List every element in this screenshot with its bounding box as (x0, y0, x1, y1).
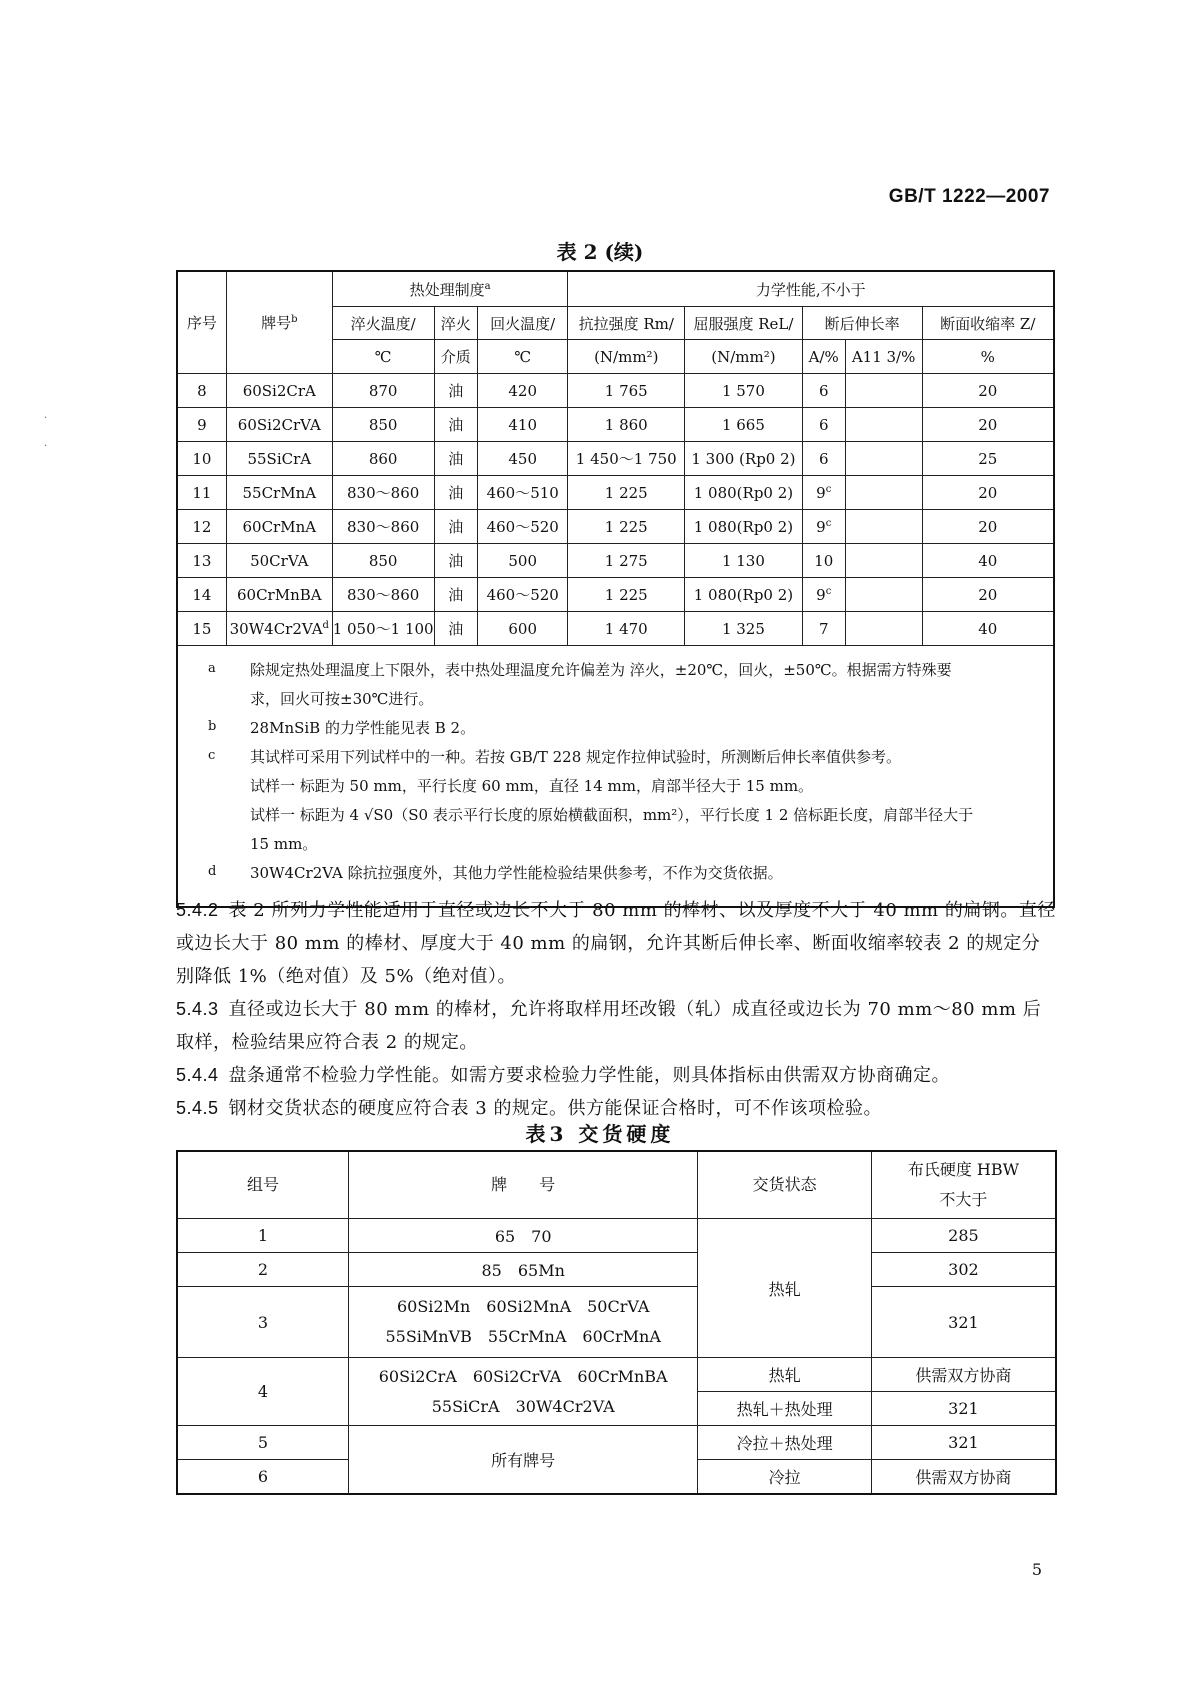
cell-elong-a: 10 (802, 544, 845, 578)
cell-state: 冷拉 (698, 1460, 872, 1495)
table-row (177, 374, 1054, 408)
header-state: 交货状态 (698, 1151, 872, 1219)
cell-reduction: 20 (922, 578, 1054, 612)
header-hbw: 布氏硬度 HBW 不大于 (871, 1151, 1056, 1219)
cell-tensile: 1 765 (568, 374, 685, 408)
cell-yield: 1 325 (685, 612, 803, 646)
cell-reduction: 20 (922, 408, 1054, 442)
cell-tensile: 1 225 (568, 578, 685, 612)
cell-seq: 13 (177, 544, 226, 578)
header-elong-a: A/% (802, 340, 845, 374)
header-temper-temp: 回火温度/ (478, 307, 568, 340)
cell-elong-a113 (845, 510, 922, 544)
cell-temper: 460～520 (478, 510, 568, 544)
cell-tensile: 1 470 (568, 612, 685, 646)
cell-group: 6 (177, 1460, 349, 1495)
cell-elong-a113 (845, 612, 922, 646)
cell-quench: 830～860 (332, 476, 434, 510)
header-quench-medium: 淬火 (434, 307, 477, 340)
cell-elong-a113 (845, 442, 922, 476)
table-row (177, 1426, 1056, 1460)
cell-hbw: 321 (871, 1392, 1056, 1426)
footnote: b 28MnSiB 的力学性能见表 B 2。 (208, 719, 476, 737)
header-tensile: 抗拉强度 Rm/ (568, 307, 685, 340)
page-number: 5 (1031, 1560, 1042, 1579)
footnote: a 除规定热处理温度上下限外，表中热处理温度允许偏差为 淬火，±20℃，回火，±50℃。根据需方特殊要 求，回火可按±30℃进行。 (208, 661, 952, 708)
table3-caption: 表3 交货硬度 (525, 1122, 675, 1146)
cell-state: 热轧 (698, 1358, 872, 1392)
cell-temper: 420 (478, 374, 568, 408)
cell-elong-a113 (845, 408, 922, 442)
cell-temper: 600 (478, 612, 568, 646)
cell-grade: 所有牌号 (349, 1426, 698, 1495)
table-row (177, 476, 1054, 510)
header-elongation: 断后伸长率 (802, 307, 922, 340)
footnote: d 30W4Cr2VA 除抗拉强度外，其他力学性能检验结果供参考，不作为交货依据。 (208, 864, 783, 882)
cell-yield: 1 080(Rp0 2) (685, 510, 803, 544)
clause-5-4-3: 5.4.3 直径或边长大于 80 mm 的棒材，允许将取样用坯改锻（轧）成直径或边长为 70 mm～80 mm 后取样，检验结果应符合表 2 的规定。 (176, 999, 1042, 1053)
cell-medium: 油 (434, 578, 477, 612)
cell-grade: 55CrMnA (226, 476, 332, 510)
cell-medium: 油 (434, 442, 477, 476)
cell-yield: 1 665 (685, 408, 803, 442)
header-grade: 牌号$^b$ (226, 271, 332, 374)
cell-group: 5 (177, 1426, 349, 1460)
cell-yield: 1 570 (685, 374, 803, 408)
cell-grade: 65 70 (349, 1219, 698, 1253)
table-row (177, 612, 1054, 646)
cell-medium: 油 (434, 476, 477, 510)
clause-5-4-5: 5.4.5 钢材交货状态的硬度应符合表 3 的规定。供方能保证合格时，可不作该项检验。 (176, 1098, 882, 1119)
cell-group: 4 (177, 1358, 349, 1426)
cell-hbw: 供需双方协商 (871, 1460, 1056, 1495)
cell-grade: 60CrMnA (226, 510, 332, 544)
cell-group: 3 (177, 1287, 349, 1358)
cell-grade: 85 65Mn (349, 1253, 698, 1287)
cell-reduction: 20 (922, 510, 1054, 544)
header-yield-unit: (N/mm²) (685, 340, 803, 374)
cell-state: 冷拉＋热处理 (698, 1426, 872, 1460)
footnote: 试样一 标距为 50 mm，平行长度 60 mm，直径 14 mm，肩部半径大于 15 mm。 (250, 777, 814, 795)
header-quench-medium-2: 介质 (434, 340, 477, 374)
clause-5-4-4: 5.4.4 盘条通常不检验力学性能。如需方要求检验力学性能，则具体指标由供需双方协商确定。 (176, 1065, 951, 1086)
cell-seq: 9 (177, 408, 226, 442)
cell-medium: 油 (434, 510, 477, 544)
header-group: 组号 (177, 1151, 349, 1219)
cell-quench: 860 (332, 442, 434, 476)
cell-reduction: 20 (922, 476, 1054, 510)
cell-state: 热轧 (698, 1219, 872, 1358)
cell-elong-a113 (845, 476, 922, 510)
cell-reduction: 20 (922, 374, 1054, 408)
cell-reduction: 40 (922, 544, 1054, 578)
header-elong-a113: A11 3/% (845, 340, 922, 374)
cell-grade: 60Si2CrA 60Si2CrVA 60CrMnBA 55SiCrA 30W4Cr2VA (349, 1358, 698, 1426)
cell-grade: 55SiCrA (226, 442, 332, 476)
cell-quench: 830～860 (332, 578, 434, 612)
cell-elong-a: 7 (802, 612, 845, 646)
cell-elong-a: 9$^c$ (802, 578, 845, 612)
cell-quench: 870 (332, 374, 434, 408)
cell-temper: 500 (478, 544, 568, 578)
cell-quench: 830～860 (332, 510, 434, 544)
cell-elong-a: 9$^c$ (802, 510, 845, 544)
cell-hbw: 285 (871, 1219, 1056, 1253)
cell-state: 热轧＋热处理 (698, 1392, 872, 1426)
table-row (177, 544, 1054, 578)
header-yield: 屈服强度 ReL/ (685, 307, 803, 340)
cell-temper: 410 (478, 408, 568, 442)
header-temper-temp-unit: ℃ (478, 340, 568, 374)
header-quench-temp: 淬火温度/ (332, 307, 434, 340)
cell-elong-a: 9$^c$ (802, 476, 845, 510)
cell-medium: 油 (434, 408, 477, 442)
cell-temper: 460～520 (478, 578, 568, 612)
cell-tensile: 1 860 (568, 408, 685, 442)
cell-grade: 60CrMnBA (226, 578, 332, 612)
cell-seq: 15 (177, 612, 226, 646)
cell-grade: $30W4Cr2VA^d$ (226, 612, 332, 646)
cell-reduction: 40 (922, 612, 1054, 646)
cell-yield: 1 300 (Rp0 2) (685, 442, 803, 476)
table-row (177, 442, 1054, 476)
table-row (177, 1219, 1056, 1253)
cell-hbw: 供需双方协商 (871, 1358, 1056, 1392)
cell-quench: 850 (332, 408, 434, 442)
cell-grade: 60Si2CrVA (226, 408, 332, 442)
cell-hbw: 321 (871, 1287, 1056, 1358)
cell-yield: 1 130 (685, 544, 803, 578)
header-grade: 牌 号 (349, 1151, 698, 1219)
header-seq: 序号 (177, 271, 226, 374)
footnote: 试样一 标距为 4 √S0（S0 表示平行长度的原始横截面积，mm²），平行长度 1 2 倍标距长度，肩部半径大于 15 mm。 (250, 806, 974, 853)
cell-hbw: 321 (871, 1426, 1056, 1460)
clause-5-4-2: 5.4.2 表 2 所列力学性能适用于直径或边长不大于 80 mm 的棒材、以及厚度不大于 40 mm 的扁钢。直径或边长大于 80 mm 的棒材、厚度大于 40 mm 的扁钢，允许其断后伸长率、断面收缩率较表 2 的规定分别降低 1%（绝对值）及 5%（绝对值）。 (176, 900, 1056, 987)
header-tensile-unit: (N/mm²) (568, 340, 685, 374)
table-row (177, 1287, 1056, 1358)
table-row (177, 1253, 1056, 1287)
cell-tensile: 1 225 (568, 476, 685, 510)
standard-number: GB/T 1222—2007 (888, 186, 1050, 207)
cell-reduction: 25 (922, 442, 1054, 476)
cell-elong-a: 6 (802, 442, 845, 476)
cell-medium: 油 (434, 544, 477, 578)
header-reduction: 断面收缩率 Z/ (922, 307, 1054, 340)
cell-seq: 14 (177, 578, 226, 612)
cell-grade: 60Si2CrA (226, 374, 332, 408)
margin-marks: · · (44, 413, 48, 452)
header-quench-temp-unit: ℃ (332, 340, 434, 374)
table-row (177, 1358, 1056, 1392)
cell-seq: 11 (177, 476, 226, 510)
cell-grade: 60Si2Mn 60Si2MnA 50CrVA 55SiMnVB 55CrMnA 60CrMnA (349, 1287, 698, 1358)
cell-elong-a113 (845, 374, 922, 408)
cell-hbw: 302 (871, 1253, 1056, 1287)
cell-elong-a113 (845, 544, 922, 578)
cell-tensile: 1 225 (568, 510, 685, 544)
cell-seq: 10 (177, 442, 226, 476)
cell-temper: 460～510 (478, 476, 568, 510)
cell-elong-a113 (845, 578, 922, 612)
cell-quench: 1 050～1 100 (332, 612, 434, 646)
cell-yield: 1 080(Rp0 2) (685, 578, 803, 612)
header-heat-treatment: 热处理制度$^a$ (332, 271, 568, 307)
cell-medium: 油 (434, 374, 477, 408)
footnote: c 其试样可采用下列试样中的一种。若按 GB/T 228 规定作拉伸试验时，所测断后伸长率值供参考。 (208, 748, 902, 766)
cell-elong-a: 6 (802, 374, 845, 408)
cell-tensile: 1 275 (568, 544, 685, 578)
cell-group: 2 (177, 1253, 349, 1287)
cell-medium: 油 (434, 612, 477, 646)
cell-grade: 50CrVA (226, 544, 332, 578)
table2-mechanical-properties (176, 270, 1055, 908)
cell-group: 1 (177, 1219, 349, 1253)
cell-seq: 12 (177, 510, 226, 544)
cell-elong-a: 6 (802, 408, 845, 442)
header-mechanical: 力学性能,不小于 (568, 271, 1054, 307)
table-row (177, 408, 1054, 442)
table3-delivery-hardness (176, 1150, 1057, 1495)
table2-caption: 表 2 (续) (556, 240, 644, 264)
table2-footnotes (177, 646, 1054, 908)
header-reduction-unit: % (922, 340, 1054, 374)
cell-seq: 8 (177, 374, 226, 408)
table-row (177, 510, 1054, 544)
cell-tensile: 1 450～1 750 (568, 442, 685, 476)
cell-yield: 1 080(Rp0 2) (685, 476, 803, 510)
table-row (177, 578, 1054, 612)
cell-quench: 850 (332, 544, 434, 578)
cell-temper: 450 (478, 442, 568, 476)
